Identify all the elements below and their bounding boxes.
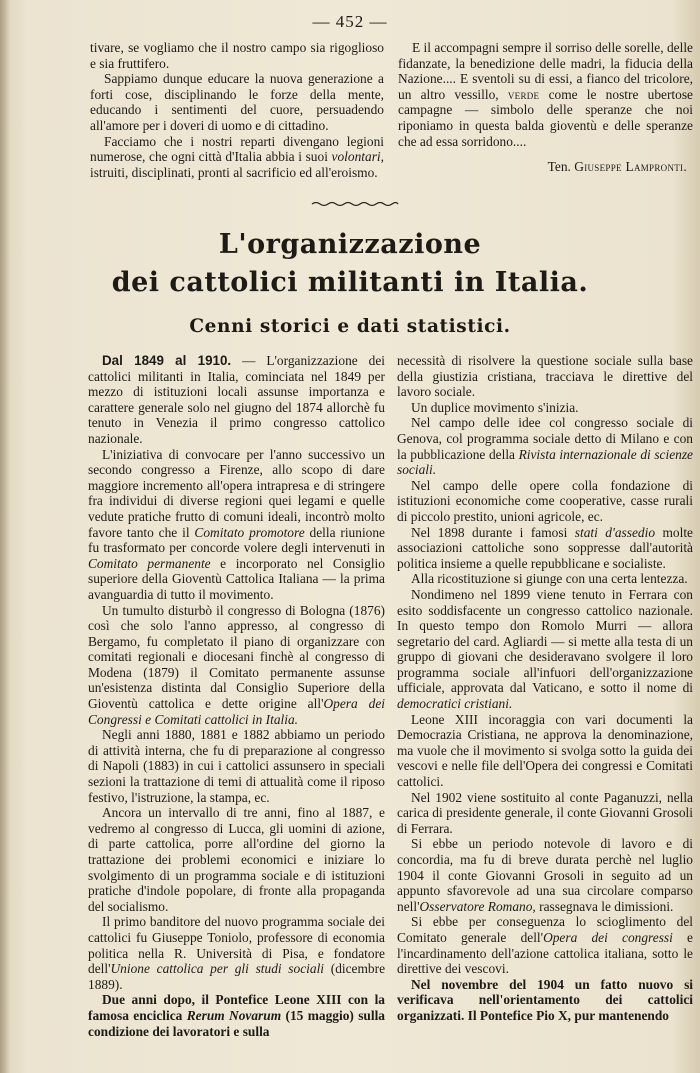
emphasis: Rerum Novarum xyxy=(186,1007,282,1023)
paragraph xyxy=(397,525,693,572)
paragraph: Negli anni 1880, 1881 e 1882 abbiamo un periodo di attività interna, che fu di preparazione al congresso di Napoli (1883) in cui i cattolici assunsero in speciali sezioni la trattazione di temi di attualità come il riposo festivo, l'istruzione, la stampa, ec. xyxy=(88,727,385,805)
paragraph xyxy=(88,353,385,447)
text-run: (dicembre 1889). xyxy=(88,961,386,992)
text-run: e incorporato nel Consiglio superiore della Gioventù Cattolica Italiana — la prima avanguardia di tutto il movimento. xyxy=(88,555,385,602)
paragraph: Leone XIII incoraggia con vari documenti la Democrazia Cristiana, ne approva la denominazione, ma vuole che il movimento si svolga sotto la guida dei vescovi e nelle file dell'Opera dei congressi e Comitati cattolici. xyxy=(397,711,693,790)
text-run: e l'incardinamento dell'azione cattolica italiana, sotto le direttive dei vescovi. xyxy=(397,929,693,977)
top-right-column xyxy=(398,40,693,175)
paragraph xyxy=(88,603,385,728)
article-title xyxy=(0,226,700,302)
text-run: Un tumulto disturbò il congresso di Bologna (1876) così che solo l'anno appresso, al congresso di Bergamo, fu completato il piano di organizzare con comitati regionali e diocesani finchè al congresso di Modena (1879) il Comitato permanente assunse un'esistenza distinta dal Consiglio Superiore della Gioventù cattolica e dette origine all' xyxy=(88,602,385,712)
paragraph xyxy=(88,447,385,603)
paragraph: necessità di risolvere la questione sociale sulla base della giustizia cristiana, tracciava le direttive del lavoro sociale. xyxy=(397,353,693,400)
top-left-column xyxy=(90,40,384,180)
emphasis: democratici cristiani. xyxy=(397,696,513,712)
main-left-column xyxy=(88,353,385,1039)
paragraph: tivare, se vogliamo che il nostro campo sia rigoglioso e sia fruttifero. xyxy=(90,40,384,71)
paragraph: Alla ricostituzione si giunge con una certa lentezza. xyxy=(411,571,688,587)
paragraph: Sappiamo dunque educare la nuova generazione a forti cose, disciplinando le forze della mente, educando i sentimenti del cuore, persuadendo all'amore per i doveri di uomo e di cittadino. xyxy=(90,71,384,133)
emphasis: stati d'assedio xyxy=(574,524,656,540)
text-run: L'iniziativa di convocare per l'anno successivo un secondo congresso a Firenze, allo scopo di dare maggiore incremento all'opera intrapresa e di stringere fra individui di diverse regioni quei legami e quelle vedute pratiche frutto di comuni ideali, incontrò molto favore tanto che il xyxy=(88,446,385,540)
text-run: come le nostre ubertose campagne — simbolo delle speranze che noi riponiamo in questa balda gioventù e delle speranze che ad essa sorridono.... xyxy=(398,86,693,149)
paragraph: Nel novembre del 1904 un fatto nuovo si verificava nell'orientamento dei cattolici organizzati. Il Pontefice Pio X, pur mantenendo xyxy=(397,976,693,1023)
title-line: L'organizzazione xyxy=(218,229,482,260)
wavy-divider-ornament xyxy=(310,200,400,208)
paragraph xyxy=(397,914,693,976)
signature-name: Giuseppe Lampronti. xyxy=(574,159,687,175)
paragraph xyxy=(88,914,385,992)
text-run: rassegnava le dimissioni. xyxy=(535,898,674,914)
emphasis: Osservatore Romano, xyxy=(419,898,536,914)
emphasis: Comitato promotore xyxy=(194,524,305,540)
text-run: della riunione fu trasformato per concorde volere degli intervenuti in xyxy=(88,524,386,556)
main-right-column xyxy=(397,353,693,1024)
page-number: — 452 — xyxy=(312,12,388,31)
text-run: molte associazioni cattoliche sono soppresse dall'autorità politica insieme a quelle repubblicane e socialiste. xyxy=(397,524,693,571)
emphasis: Opera dei congressi xyxy=(543,929,673,945)
paragraph: Nel 1902 viene sostituito al conte Paganuzzi, nella carica di presidente generale, il conte Giovanni Grosoli di Ferrara. xyxy=(397,789,693,836)
text-run: istruiti, disciplinati, pronti al sacrificio ed all'eroismo. xyxy=(90,164,378,180)
text-run: (15 maggio) sulla condizione dei lavoratori e sulla xyxy=(88,1007,386,1039)
emphasis: Rivista internazionale di scienze sociali. xyxy=(397,446,693,478)
paragraph: Ancora un intervallo di tre anni, fino al 1887, e vedremo al congresso di Lucca, gli uomini di azione, di parte cattolica, porre all'ordine del giorno la trattazione dei problemi economici e iniziare lo svolgimento di un programma sociale e di istituzioni pratiche d'indole popolare, di fronte alla propaganda del socialismo. xyxy=(88,805,385,914)
emphasis: Opera dei Congressi e Comitati cattolici in Italia. xyxy=(88,696,385,727)
text-run: Si ebbe un periodo notevole di lavoro e di concordia, ma fu di breve durata perchè nel luglio 1904 il conte Giovanni Grosoli in seguito ad un appunto sfavorevole ad una sua circolare comparso nell' xyxy=(397,836,693,914)
paragraph xyxy=(397,415,693,477)
text-run: Si ebbe per conseguenza lo scioglimento del Comitato generale dell' xyxy=(397,914,693,945)
text-run: Il primo banditore del nuovo programma sociale dei cattolici fu Giuseppe Toniolo, professore di economia politica nella R. Università di Pisa, e fondatore dell' xyxy=(88,914,385,977)
paragraph xyxy=(397,587,693,712)
paragraph: Un duplice movimento s'inizia. xyxy=(411,399,579,415)
section-lead: Dal 1849 al 1910. xyxy=(102,353,232,368)
signature xyxy=(398,159,693,175)
text-run: Facciamo che i nostri reparti divengano legioni numerose, che ogni città d'Italia abbia i suoi xyxy=(90,133,384,165)
text-run: Nel campo delle idee col congresso sociale di Genova, col programma sociale detto di Milano e con la pubblicazione della xyxy=(397,415,693,462)
emphasis: Comitato permanente xyxy=(88,555,211,571)
paragraph xyxy=(397,836,693,914)
emphasis: Unione cattolica per gli studi sociali xyxy=(110,961,325,977)
paragraph xyxy=(90,134,384,181)
title-line: dei cattolici militanti in Italia. xyxy=(111,267,589,298)
paragraph: Nel campo delle opere colla fondazione di istituzioni economiche come cooperative, casse rurali di piccolo prestito, unioni agricole, ec. xyxy=(397,477,693,524)
text-run: Due anni dopo, il Pontefice Leone XIII con la famosa enciclica xyxy=(88,992,385,1023)
text-run: Nondimeno nel 1899 viene tenuto in Ferrara con esito soddisfacente un congresso cattolico nazionale. In questo tempo don Romolo Murri — allora segretario del card. Agliardi — si mette alla testa di un gruppo di giovani che desideravano svolgere il loro programma sociale all'infuori dell'organizzazione ufficiale, approvata dal Vaticano, e sotto il nome di xyxy=(397,586,693,696)
text-run: E il accompagni sempre il sorriso delle sorelle, delle fidanzate, la benedizione delle madri, la fiducia della Nazione.... E sventoli su di essi, a fianco del tricolore, un altro vessillo, xyxy=(398,40,693,102)
page-edge-shadow xyxy=(0,0,10,1073)
small-caps-word: verde xyxy=(507,86,540,102)
text-run: — L'organizzazione dei cattolici militanti in Italia, cominciata nel 1849 per mezzo di istituzioni locali assunse importanza e carattere generale solo nel giugno del 1874 allorchè fu tenuto in Venezia il primo congresso cattolico nazionale. xyxy=(88,353,385,446)
paragraph xyxy=(398,40,693,149)
text-run: Nel 1898 durante i famosi xyxy=(411,524,575,540)
emphasis: volontari, xyxy=(331,149,384,165)
article-subtitle: Cenni storici e dati statistici. xyxy=(189,316,511,337)
paragraph xyxy=(88,992,385,1039)
signature-rank: Ten. xyxy=(547,159,575,175)
